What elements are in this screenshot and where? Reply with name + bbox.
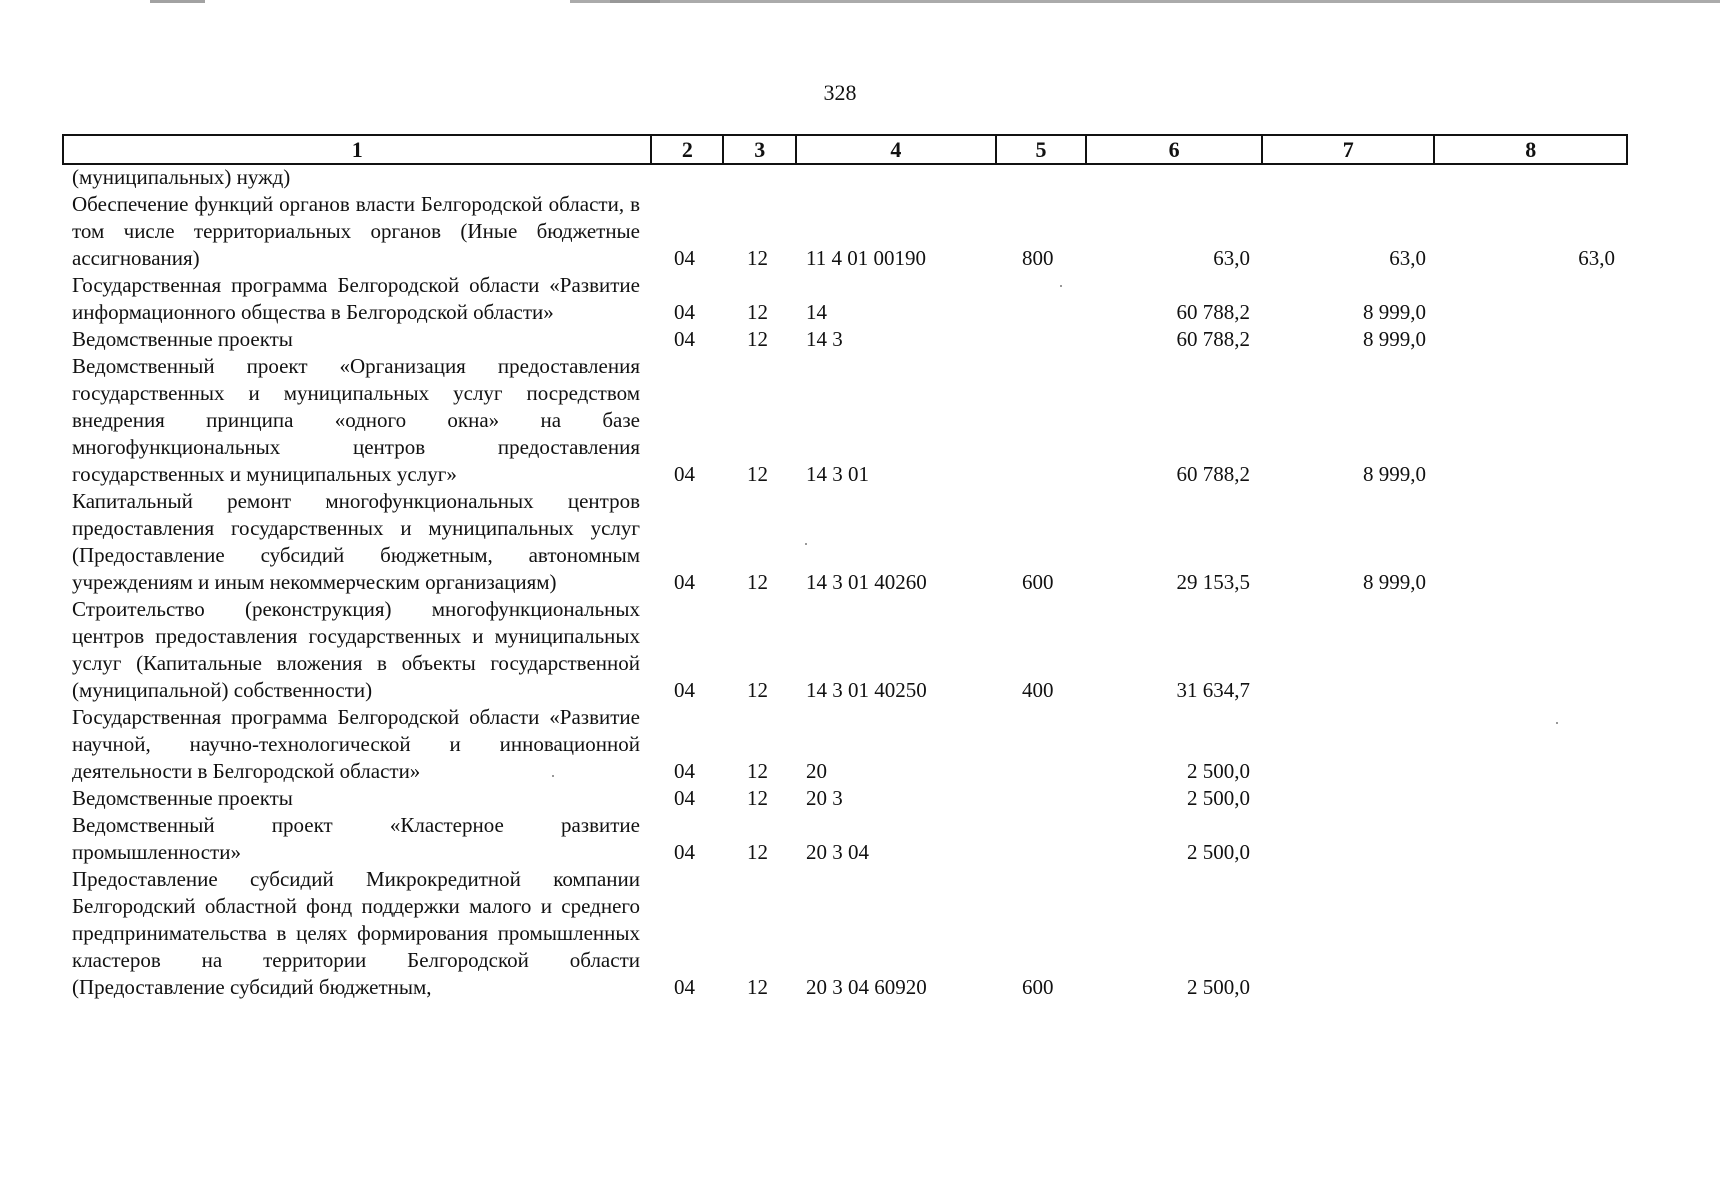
row-subsection-code: 12	[747, 462, 768, 486]
scan-speck	[805, 543, 807, 545]
scan-speck	[552, 775, 554, 777]
row-description: Предоставление субсидий Микрокредитной компании Белгородский областной фонд поддержки малого и среднего предпринимательства в целях формирования промышленных кластеров на территории Белгородской области (Предоставление субсидий бюджетным,	[72, 867, 640, 999]
table-row	[72, 191, 1632, 272]
row-expense-type: 800	[1022, 246, 1054, 270]
table-body	[72, 164, 1632, 1001]
row-subsection-code: 12	[747, 678, 768, 702]
row-subsection-code: 12	[747, 759, 768, 783]
row-amount-col6: 29 153,5	[1176, 570, 1250, 594]
row-target-article: 14 3 01	[806, 462, 869, 486]
row-subsection-code: 12	[747, 840, 768, 864]
row-amount-col6: 2 500,0	[1187, 786, 1250, 810]
row-expense-type: 400	[1022, 678, 1054, 702]
column-header-4: 4	[797, 136, 996, 163]
row-amount-col6: 60 788,2	[1176, 300, 1250, 324]
column-header-8: 8	[1525, 137, 1537, 162]
row-description: Ведомственные проекты	[72, 786, 293, 810]
column-header-6: 6	[1087, 136, 1263, 163]
row-expense-type: 600	[1022, 570, 1054, 594]
row-subsection-code: 12	[747, 327, 768, 351]
table-header	[62, 134, 1628, 165]
table-row	[72, 272, 1632, 326]
row-amount-col7: 8 999,0	[1363, 300, 1426, 324]
scan-speck	[1060, 285, 1062, 287]
row-amount-col6: 60 788,2	[1176, 327, 1250, 351]
row-description: (муниципальных) нужд)	[72, 165, 291, 189]
row-amount-col6: 2 500,0	[1187, 840, 1250, 864]
page-number: 328	[823, 80, 857, 105]
table-row	[72, 785, 1632, 812]
row-subsection-code: 12	[747, 975, 768, 999]
row-description: Строительство (реконструкция) многофункциональных центров предоставления государственных и муниципальных услуг (Капитальные вложения в объекты государственной (муниципальной) собственности)	[72, 597, 640, 702]
row-description: Обеспечение функций органов власти Белгородской области, в том числе территориальных органов (Иные бюджетные ассигнования)	[72, 192, 640, 270]
table-row	[72, 353, 1632, 488]
row-description: Государственная программа Белгородской области «Развитие информационного общества в Белгородской области»	[72, 273, 640, 324]
row-target-article: 14 3	[806, 327, 843, 351]
row-expense-type: 600	[1022, 975, 1054, 999]
scan-speck	[1556, 722, 1558, 724]
row-amount-col7: 8 999,0	[1363, 462, 1426, 486]
table-row	[72, 866, 1632, 1001]
column-header-2: 2	[652, 136, 724, 163]
row-amount-col7: 8 999,0	[1363, 570, 1426, 594]
scan-top-edge	[0, 0, 1720, 3]
row-amount-col6: 60 788,2	[1176, 462, 1250, 486]
row-target-article: 20 3 04 60920	[806, 975, 927, 999]
row-description: Ведомственные проекты	[72, 327, 293, 351]
row-description: Ведомственный проект «Организация предоставления государственных и муниципальных услуг посредством внедрения принципа «одного окна» на базе многофункциональных центров предоставления государственных и муниципальных услуг»	[72, 354, 640, 486]
row-section-code: 04	[674, 678, 695, 702]
row-section-code: 04	[674, 327, 695, 351]
row-amount-col7: 8 999,0	[1363, 327, 1426, 351]
column-header-3: 3	[724, 136, 797, 163]
row-description: Ведомственный проект «Кластерное развитие промышленности»	[72, 813, 640, 864]
row-subsection-code: 12	[747, 786, 768, 810]
row-amount-col6: 2 500,0	[1187, 759, 1250, 783]
row-target-article: 20 3	[806, 786, 843, 810]
row-target-article: 14 3 01 40260	[806, 570, 927, 594]
row-target-article: 20 3 04	[806, 840, 869, 864]
row-subsection-code: 12	[747, 300, 768, 324]
row-amount-col8: 63,0	[1578, 246, 1615, 270]
row-amount-col6: 2 500,0	[1187, 975, 1250, 999]
table-row	[72, 488, 1632, 596]
row-section-code: 04	[674, 840, 695, 864]
row-section-code: 04	[674, 462, 695, 486]
row-section-code: 04	[674, 300, 695, 324]
table-row	[72, 704, 1632, 785]
column-header-7: 7	[1263, 136, 1436, 163]
row-target-article: 14	[806, 300, 827, 324]
row-amount-col7: 63,0	[1389, 246, 1426, 270]
row-target-article: 20	[806, 759, 827, 783]
row-amount-col6: 63,0	[1213, 246, 1250, 270]
row-target-article: 11 4 01 00190	[806, 246, 926, 270]
table-row	[72, 164, 1632, 191]
column-header-5: 5	[997, 136, 1088, 163]
row-description: Государственная программа Белгородской области «Развитие научной, научно-технологической и инновационной деятельности в Белгородской области»	[72, 705, 640, 783]
table-row	[72, 812, 1632, 866]
column-header-1: 1	[64, 136, 652, 163]
row-description: Капитальный ремонт многофункциональных центров предоставления государственных и муниципальных услуг (Предоставление субсидий бюджетным, автономным учреждениям и иным некоммерческим организациям)	[72, 489, 640, 594]
row-target-article: 14 3 01 40250	[806, 678, 927, 702]
row-section-code: 04	[674, 786, 695, 810]
row-subsection-code: 12	[747, 246, 768, 270]
row-amount-col6: 31 634,7	[1176, 678, 1250, 702]
row-section-code: 04	[674, 975, 695, 999]
row-subsection-code: 12	[747, 570, 768, 594]
table-row	[72, 326, 1632, 353]
row-section-code: 04	[674, 759, 695, 783]
table-row	[72, 596, 1632, 704]
row-section-code: 04	[674, 246, 695, 270]
row-section-code: 04	[674, 570, 695, 594]
